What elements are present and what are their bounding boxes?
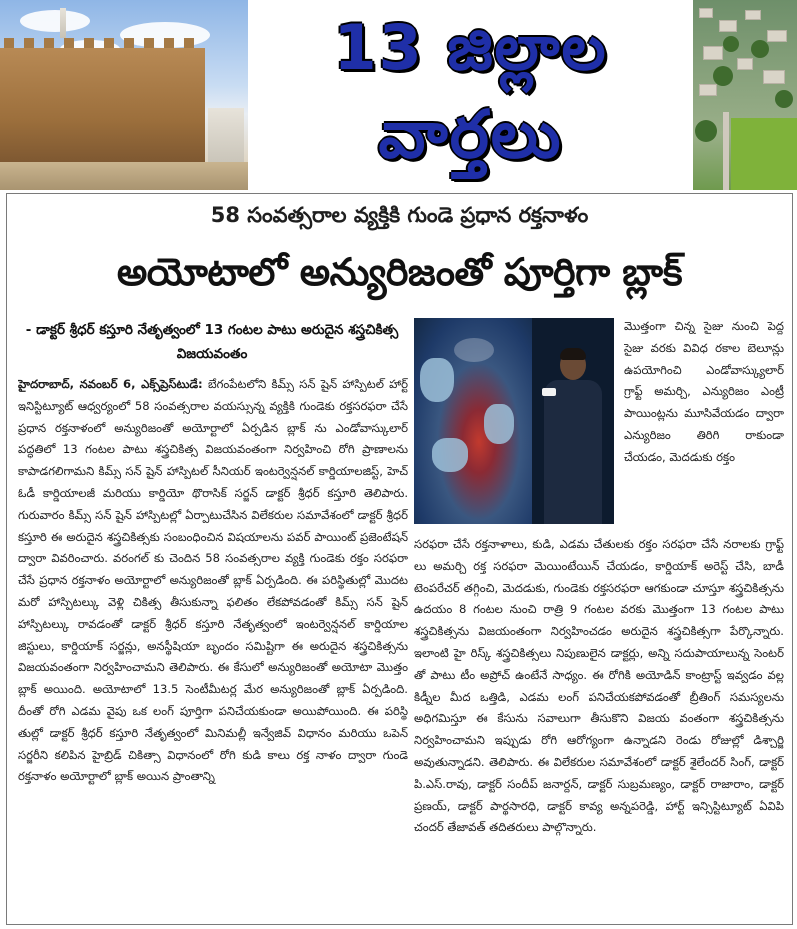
article-column-left: [18, 374, 408, 922]
press-conference-photo: [414, 318, 614, 524]
article-column-right-top: మొత్తంగా చిన్న సైజు నుంచి పెద్ద సైజు వరకు వివిధ రకాల బెలూన్లు ఉపయోగించి ఎండోవాస్క్యులార్ గ్రాఫ్ట్ అమర్చి, ఎన్యురిజం ఎంట్రీ పాయింట్లను మూసివేయడం ద్వారా ఎన్యురిజం తిరిగి రాకుండా చేయడం, మెదడుకు రక్తం: [624, 319, 784, 464]
speaker-figure: [544, 380, 602, 524]
article-headline: అయోటాలో అన్యురిజంతో పూర్తిగా బ్లాక్: [116, 250, 683, 294]
article-kicker: 58 సంవత్సరాల వ్యక్తికి గుండె ప్రధాన రక్తనాళం: [210, 203, 589, 227]
article-subhead: - డాక్టర్ శ్రీధర్ కస్తూరి నేతృత్వంలో 13 గంటల పాటు అరుదైన శస్త్రచికిత్స విజయవంతం: [25, 322, 399, 362]
microphone-icon: [542, 388, 556, 396]
village-aerial-photo: [693, 0, 797, 190]
surgery-screen-image: [414, 318, 532, 524]
masthead-title-line1: 13 జిల్లాల: [333, 11, 608, 84]
masthead-banner: [0, 0, 797, 190]
fort-photo: [0, 0, 248, 190]
article-column-right-bottom: సరఫరా చేసే రక్తనాళాలు, కుడి, ఎడమ చేతులకు రక్తం సరఫరా చేసే నరాలకు గ్రాఫ్ట్ లు అమర్చి రక్త సరఫరా మెయింటేయిన్ చేయడం, కార్డియాక్ అరెస్ట్ చేసి, బాడీ టెంపరేచర్ తగ్గించి, మెదడుకు, గుండెకు రక్తసరఫరా ఆగకుండా చూస్తూ శస్త్రచికిత్సను ఉదయం 8 గంటల నుంచి రాత్రి 9 గంటల వరకు మొత్తంగా 13 గంటల పాటు శస్త్రచికిత్సను విజయంతంగా నిర్వహించడం అరుదైన శస్త్రచికిత్సగా పేర్కొన్నారు. ఇలాంటి హై రిస్క్ శస్త్రచికిత్సలు నిపుణులైన డాక్టర్లు, అన్ని సదుపాయాలున్న సెంటర్ తో పాటు టీం అప్రోచ్ ఉంటేనే సాధ్యం. ఈ రోగికి అయోడిన్ కాంట్రాస్ట్ ఇవ్వడం వల్ల కిడ్నీల మీద ఒత్తిడి, ఎడమ లంగ్ పనిచేయకపోవడంతో బ్రీతింగ్ సమస్యలను అధిగమిస్తూ ఈ కేసును సవాలుగా తీసుకొని విజయ వంతంగా శస్త్రచికిత్సను నిర్వహించామని ఇప్పుడు రోగి ఆరోగ్యంగా ఉన్నాడని రెండు రోజుల్లో డిశ్చార్జి అవుతున్నాడని. తెలిపారు. ఈ విలేకరుల సమావేశంలో డాక్టర్ శైలేందర్ సింగ్, డాక్టర్ పి.ఎస్.రావు, డాక్టర్ సందీప్ జనార్దన్, డాక్టర్ సుబ్రమణ్యం, డాక్టర్ రాజారాం, డాక్టర్ ప్రణయ్, డాక్టర్ పార్థసారధి, డాక్టర్ కావ్య అన్నపరెడ్డి, హార్ట్ ఇన్సిస్టిట్యూట్ ఏవిపి చందర్ తేజావత్ తదితరులు పాల్గొన్నారు.: [414, 537, 784, 835]
article-body-left: బేగంపేటలోని కిమ్స్ సన్ షైన్ హాస్పిటల్ హార్ట్ ఇనిస్టిట్యూట్ ఆధ్వర్యంలో 58 సంవత్సరాల వయస్సున్న వ్యక్తికి గుండెకు రక్తసరఫరా చేసే ప్రధాన రక్తనాళంలో అన్యురిజంతో అయోర్టాలో ఏర్పడిన బ్లాక్ ను ఎండోవాస్కులార్ పద్ధతిలో 13 గంటల పాటు శస్త్రచికిత్స విజయవంతంగా నిర్వహించి రోగి ప్రాణాలను కాపాడగలిగామని కిమ్స్ సన్ షైన్ హాస్పిటల్ సీనియర్ ఇంటర్వెన్షనల్ కార్డియాలజిస్ట్, హెచ్ ఓడీ కార్డియాలజీ మరియు కార్డియో థొరాసిక్ సర్జన్ డాక్టర్ శ్రీధర్ కస్తూరి తెలిపారు. గురువారం కిమ్స్ సన్ షైన్ హాస్పిటల్లో ఏర్పాటుచేసిన విలేకరుల సమావేశంలో డాక్టర్ శ్రీధర్ కస్తూరి ఈ అరుదైన శస్త్రచికిత్సకు సంబంధించిన విషయాలను పవర్ పాయింట్ ప్రజెంటేషన్ ద్వారా వివరించారు. వరంగల్ కు చెందిన 58 సంవత్సరాల వ్యక్తి గుండెకు రక్తం సరఫరా చేసే ప్రధాన రక్తనాళం అయోర్టాలో అన్యురిజంతో బ్లాక్ ఏర్పడింది. ఈ పరిస్థితుల్లో మొదట మరో హాస్పిటల్కు వెళ్లి చికిత్స తీసుకున్నా ఫలితం లేకపోవడంతో కిమ్స్ సన్ షైన్ హాస్పిటల్కు రావడంతో డాక్టర్ శ్రీధర్ కస్తూరి నేతృత్వంలో ఇంటర్వెన్షనల్ కార్డియాల జిస్టులు, కార్డియాక్ సర్జన్లు, అనస్థీషియా బృందం సమిష్టిగా ఈ అరుదైన శస్త్రచికిత్సను విజయవంతంగా నిర్వహించామని తెలిపారు. ఈ కేసులో అన్యురిజంతో అయోటా మొత్తం బ్లాక్ అయింది. అయోటాలో 13.5 సెంటీమీటర్ల మేర అన్యురిజంతో బ్లాక్ ఏర్పడింది. దీంతో రోగి ఎడమ వైపు ఒక లంగ్ పూర్తిగా పనిచేయకుండా అయిపోయింది. ఈ పరిస్థి తుల్లో డాక్టర్ శ్రీధర్ కస్తూరి నేతృత్వంలో మినిమల్లీ ఇన్వేజివ్ విధానం మరియు ఒపెన్ సర్జరీని కలిపిన హైబ్రిడ్ చికిత్సా విధానంలో రోగి కుడి కాలు రక్త నాళం ద్వారా గుండె రక్తనాళం అయోర్టాలో బ్లాక్ అయిన ప్రాంతాన్ని: [18, 377, 408, 784]
article-dateline: హైదరాబాద్, నవంబర్ 6, ఎక్స్‌ప్రెస్‌టుడే:: [18, 377, 203, 391]
masthead-title-line2: వార్తలు: [378, 96, 563, 173]
